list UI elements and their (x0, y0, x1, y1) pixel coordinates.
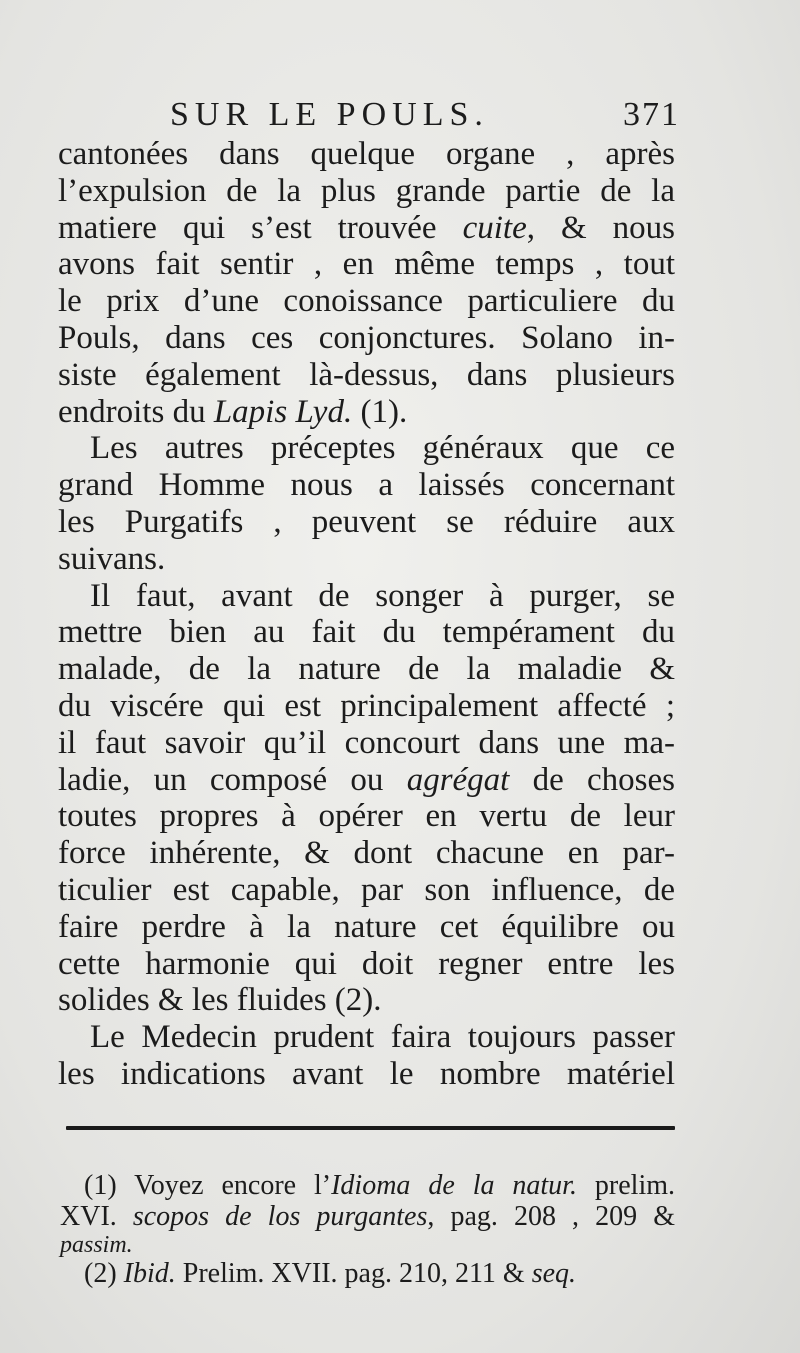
footnote-2: (2) Ibid. Prelim. XVII. pag. 210, 211 & seq. (84, 1258, 577, 1289)
text-line: toutes propres à opérer en vertu de leur (58, 798, 675, 835)
text-line: Pouls, dans ces conjonctures. Solano in- (58, 319, 675, 356)
text-line: ladie, un composé ou agrégat de choses (58, 761, 675, 798)
text-line: force inhérente, & dont chacune en par- (58, 835, 675, 872)
text-line: siste également là-dessus, dans plusieurs (58, 356, 675, 393)
italic-term: Lapis Lyd. (213, 393, 353, 430)
footnote-mark: (1) (84, 1170, 117, 1201)
footnote-1-cont: XVI. scopos de los purgantes, pag. 208 , 209 & (60, 1201, 675, 1232)
text-line: le prix d’une conoissance particuliere du (58, 283, 675, 320)
text-line: suivans. (58, 540, 166, 577)
text-line: faire perdre à la nature cet équilibre ou (58, 908, 675, 945)
italic-term: cuite (462, 209, 527, 246)
text-line: du viscére qui est principalement affecté ; (58, 687, 675, 724)
footnote-1: (1) Voyez encore l’Idioma de la natur. prelim. (84, 1170, 675, 1201)
footnote-1-end: passim. (60, 1232, 133, 1258)
text-line: avons fait sentir , en même temps , tout (58, 246, 675, 283)
text-line: il faut savoir qu’il concourt dans une ma- (58, 724, 675, 761)
text-line: les indications avant le nombre matériel (58, 1055, 675, 1092)
text-line: grand Homme nous a laissés concernant (58, 467, 675, 504)
footnote-mark: (2) (84, 1258, 117, 1289)
text-line: solides & les fluides (2). (58, 982, 382, 1019)
paragraph-start: Les autres préceptes généraux que ce (90, 430, 675, 467)
italic-term: agrégat (406, 761, 510, 798)
paragraph-start: Il faut, avant de songer à purger, se (90, 577, 675, 614)
page-number: 371 (623, 96, 680, 133)
text-line: cantonées dans quelque organe , après (58, 136, 675, 172)
paragraph-start: Le Medecin prudent faira toujours passer (90, 1019, 675, 1056)
footnote-divider (66, 1126, 675, 1130)
running-title: SUR LE POULS. (170, 96, 489, 133)
page-header (170, 96, 680, 140)
text-line: malade, de la nature de la maladie & (58, 651, 675, 688)
text-line: les Purgatifs , peuvent se réduire aux (58, 503, 675, 540)
text-line: l’expulsion de la plus grande partie de la (58, 172, 675, 209)
footnotes (60, 1170, 675, 1289)
text-line: cette harmonie qui doit regner entre les (58, 945, 675, 982)
main-text (58, 136, 675, 1093)
text-line: endroits du Lapis Lyd. (1). (58, 393, 408, 430)
text-line: matiere qui s’est trouvée cuite, & nous (58, 209, 676, 246)
text-line: ticulier est capable, par son influence, de (58, 871, 675, 908)
text-line: mettre bien au fait du tempérament du (58, 614, 675, 651)
